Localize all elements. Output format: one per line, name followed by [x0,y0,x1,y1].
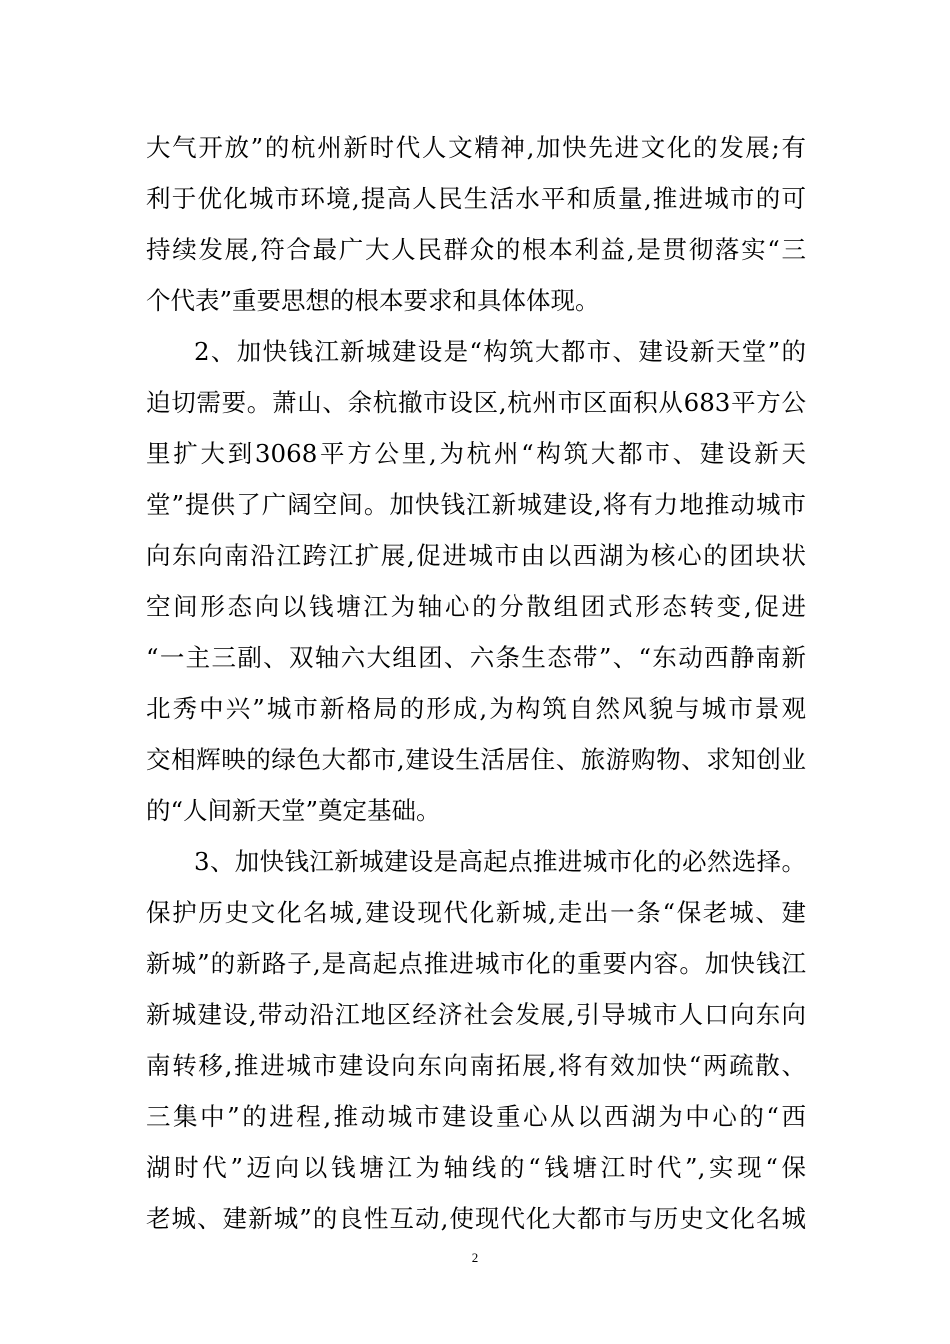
text-line: 向东向南沿江跨江扩展,促进城市由以西湖为核心的团块状 [146,541,806,570]
text-line: 新城”的新路子,是高起点推进城市化的重要内容。加快钱江 [146,949,806,978]
text-line: 新城建设,带动沿江地区经济社会发展,引导城市人口向东向 [146,1000,806,1029]
text-line: 迫切需要。萧山、余杭撤市设区,杭州市区面积从683平方公 [146,388,806,417]
text-line: 空间形态向以钱塘江为轴心的分散组团式形态转变,促进 [146,592,806,621]
text-line: 北秀中兴”城市新格局的形成,为构筑自然风貌与城市景观 [146,694,806,723]
page-number: 2 [471,1250,479,1265]
paragraph-heading-2: 2、加快钱江新城建设是“构筑大都市、建设新天堂”的 [194,337,806,366]
text-line: 大气开放”的杭州新时代人文精神,加快先进文化的发展;有 [146,133,806,162]
text-line: 个代表”重要思想的根本要求和具体体现。 [146,286,600,315]
text-line: 湖时代”迈向以钱塘江为轴线的“钱塘江时代”,实现“保 [146,1153,806,1182]
text-line: 的“人间新天堂”奠定基础。 [146,796,441,825]
text-line: 里扩大到3068平方公里,为杭州“构筑大都市、建设新天 [146,439,806,468]
text-line: 持续发展,符合最广大人民群众的根本利益,是贯彻落实“三 [146,235,806,264]
text-line: 利于优化城市环境,提高人民生活水平和质量,推进城市的可 [146,184,806,213]
text-line: 老城、建新城”的良性互动,使现代化大都市与历史文化名城 [146,1204,806,1233]
text-line: 保护历史文化名城,建设现代化新城,走出一条“保老城、建 [146,898,806,927]
text-line: 堂”提供了广阔空间。加快钱江新城建设,将有力地推动城市 [146,490,806,519]
text-line: 三集中”的进程,推动城市建设重心从以西湖为中心的“西 [146,1102,806,1131]
text-line: 交相辉映的绿色大都市,建设生活居住、旅游购物、求知创业 [146,745,806,774]
text-line: “一主三副、双轴六大组团、六条生态带”、“东动西静南新 [146,643,806,672]
paragraph-heading-3: 3、加快钱江新城建设是高起点推进城市化的必然选择。 [194,847,806,876]
text-line: 南转移,推进城市建设向东向南拓展,将有效加快“两疏散、 [146,1051,806,1080]
